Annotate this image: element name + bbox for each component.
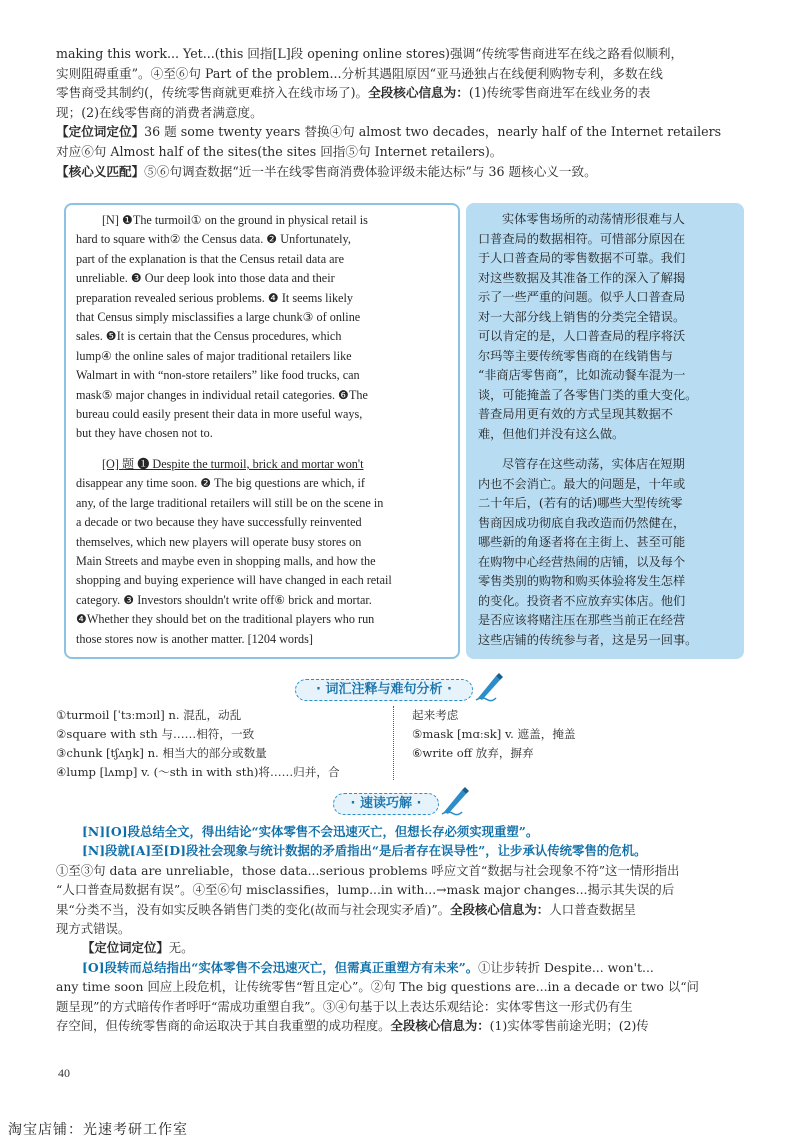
zh-line: 难，但他们并没有这么做。: [478, 426, 625, 441]
locate-label: 【定位词定位】: [82, 940, 169, 956]
zh-line: 对这些数据及其准备工作的深入了解揭: [478, 270, 686, 285]
zh-line: 普查局用更有效的方式呈现其数据不: [478, 407, 673, 421]
pen-icon: [440, 784, 470, 816]
en-line: a decade or two because they have successfully reinvented: [76, 515, 362, 530]
top-line-2: 实则阻碍重重”。④至⑥句 Part of the problem...分析其遇阻原因“亚马逊独占在线便利购物专利，多数在线: [56, 65, 663, 81]
zh-line: 口普查局的数据相符。可惜部分原因在: [478, 231, 686, 246]
speed-o-heading-line: [O]段转而总结指出“实体零售不会迅速灭亡，但需真正重塑方有未来”。①让步转折 Despite... won't...: [82, 959, 654, 975]
translation-paragraph-n: [478, 210, 732, 444]
en-line: part of the explanation is that the Census retail data are: [76, 251, 345, 266]
speed-line: ①至③句 data are unreliable，those data...serious problems 呼应文首“数据与社会现象不符”这一情形指出: [56, 862, 680, 878]
zh-line: 示了一些严重的问题。似乎人口普查局: [478, 290, 686, 304]
en-line: themselves, which new players will operate busy stores on: [76, 534, 362, 549]
speed-line: any time soon 回应上段危机，让传统零售“暂且定心”。②句 The big questions are...in a decade or two 以“问: [56, 979, 699, 995]
translation-paragraph-o: [478, 455, 732, 650]
vocab-right-column: [412, 706, 742, 763]
speed-reading-banner: [333, 793, 439, 815]
vocab-item: ⑥write off 放弃，摒弃: [412, 746, 534, 760]
en-line: that Census simply misclassifies a large chunk③ of online: [76, 310, 361, 325]
pen-icon: [474, 670, 504, 702]
match-label: 【核心义匹配】: [56, 163, 145, 179]
passage-paragraph-o: [76, 455, 450, 649]
top-line-4: 现；(2)在线零售商的消费者满意度。: [56, 104, 263, 120]
core-info-label: 全段核心信息为：: [450, 901, 550, 917]
en-line: lump④ the online sales of major traditional retailers like: [76, 348, 352, 363]
zh-line: 这些店铺的传统参与者，这是另一回事。: [478, 632, 698, 647]
zh-line: 可以肯定的是，人口普查局的程序将沃: [478, 329, 686, 343]
zh-line: 售商因成功彻底自我改造而仍然健在，: [478, 515, 686, 530]
zh-line: 对一大部分线上销售的分类完全错误。: [478, 309, 686, 324]
zh-line: 实体零售场所的动荡情形很难与人: [502, 212, 685, 226]
zh-line: 二十年后，(若有的话)哪些大型传统零: [478, 496, 683, 510]
en-line: [O] 题 ❶ Despite the turmoil, brick and mortar won't: [102, 457, 364, 471]
speed-line: 现方式错误。: [56, 921, 131, 937]
english-passage-box: [64, 203, 460, 659]
speed-locate-line: 【定位词定位】无。: [82, 940, 194, 956]
core-info-label: 全段核心信息为：: [390, 1018, 490, 1034]
speed-n-heading: [N]段就[A]至[D]段社会现象与统计数据的矛盾指出“是后者存在误导性”，让步承认传统零售的危机。: [82, 843, 647, 859]
passage-paragraph-n: [76, 211, 450, 444]
en-line: shopping and buying experience will have changed in each retail: [76, 573, 392, 588]
top-line-1: making this work... Yet...(this 回指[L]段 opening online stores)强调“传统零售商进军在线之路看似顺利，: [56, 46, 684, 61]
speed-line: 果“分类不当，没有如实反映各销售门类的变化(故而与社会现实矛盾)”。全段核心信息为：人口普查数据呈: [56, 901, 636, 917]
vocab-item: 起来考虑: [412, 708, 459, 722]
en-line: but they have chosen not to.: [76, 426, 213, 441]
chinese-translation-box: [466, 203, 744, 659]
locate-line-2: 对应⑥句 Almost half of the sites(the sites 回指⑤句 Internet retailers)。: [56, 143, 503, 159]
speed-banner-title: · 速读巧解 ·: [350, 796, 422, 811]
zh-line: 内也不会消亡。最大的问题是，十年或: [478, 476, 686, 491]
en-line: disappear any time soon. ❷ The big questions are which, if: [76, 476, 365, 491]
vocab-section-banner: [295, 679, 473, 701]
en-line: [N] ❶The turmoil① on the ground in physical retail is: [102, 213, 368, 227]
en-line: category. ❸ Investors shouldn't write off⑥ brick and mortar.: [76, 592, 372, 607]
shop-footer: 淘宝店铺：光速考研工作室: [8, 1122, 188, 1138]
vocab-banner-title: · 词汇注释与难句分析 ·: [316, 682, 452, 697]
core-info-label: 全段核心信息为：: [368, 85, 469, 101]
speed-o-heading: [O]段转而总结指出“实体零售不会迅速灭亡，但需真正重塑方有未来”。: [82, 959, 479, 975]
top-line-3: 零售商受其制约(，传统零售商就更难挤入在线市场了)。全段核心信息为：(1)传统零售商进军在线业务的表: [56, 85, 651, 101]
zh-line: 尽管存在这些动荡，实体店在短期: [502, 457, 685, 471]
en-line: any, of the large traditional retailers will still be on the scene in: [76, 495, 384, 510]
zh-line: 是否应该将赌注压在那些当前正在经营: [478, 613, 686, 627]
zh-line: 的变化。投资者不应放弃实体店。他们: [478, 593, 686, 608]
en-line: bureau could easily present their data in more useful ways,: [76, 407, 363, 422]
speed-line: 题呈现”的方式暗传作者呼吁“需成功重塑自我”。③④句基于以上表达乐观结论：实体零售这一形式仍有生: [56, 998, 633, 1014]
en-line: sales. ❺It is certain that the Census procedures, which: [76, 329, 342, 344]
en-line: Main Streets and maybe even in shopping malls, and how the: [76, 554, 376, 569]
speed-reading-block: [56, 822, 746, 1035]
top-analysis-block: [56, 44, 746, 181]
en-line: hard to square with② the Census data. ❷ Unfortunately,: [76, 232, 351, 247]
zh-line: 尔玛等主要传统零售商的在线销售与: [478, 348, 673, 363]
vocab-item: ③chunk [tʃʌŋk] n. 相当大的部分或数量: [56, 746, 267, 760]
column-divider: [393, 706, 397, 780]
locate-label: 【定位词定位】: [56, 124, 145, 140]
en-line: mask⑤ major changes in individual retail categories. ❻The: [76, 387, 368, 402]
zh-line: 在购物中心经营热闹的店铺，以及每个: [478, 554, 686, 569]
vocab-item: ①turmoil [ˈtɜːmɔɪl] n. 混乱，动乱: [56, 708, 242, 722]
zh-line: 于人口普查局的零售数据不可靠。我们: [478, 251, 686, 265]
vocab-item: ②square with sth 与……相符，一致: [56, 727, 255, 741]
zh-line: “非商店零售商”，比如流动餐车混为一: [478, 368, 686, 382]
en-line: preparation revealed serious problems. ❹ It seems likely: [76, 290, 353, 305]
en-line: those stores now is another matter. [1204 words]: [76, 631, 313, 646]
zh-line: 哪些新的角逐者将在主街上、甚至可能: [478, 535, 686, 549]
vocab-left-column: [56, 706, 386, 782]
en-line: unreliable. ❸ Our deep look into those data and their: [76, 271, 335, 286]
en-line: ❹Whether they should bet on the traditional players who run: [76, 612, 375, 627]
speed-summary-line: [N][O]段总结全文，得出结论“实体零售不会迅速灭亡，但想长存必须实现重塑”。: [82, 824, 539, 839]
match-line: 【核心义匹配】⑤⑥句调查数据“近一半在线零售商消费体验评级未能达标”与 36 题核心义一致。: [56, 163, 597, 179]
speed-line: 存空间，但传统零售商的命运取决于其自我重塑的成功程度。全段核心信息为：(1)实体零售前途光明；(2)传: [56, 1018, 649, 1034]
en-line: Walmart in with “non-store retailers” like food trucks, can: [76, 368, 360, 383]
vocab-item: ⑤mask [mɑːsk] v. 遮盖，掩盖: [412, 727, 576, 741]
speed-line: “人口普查局数据有误”。④至⑥句 misclassifies，lump...in with...→mask major changes...揭示其失误的后: [56, 882, 675, 898]
zh-line: 零售类别的购物和购买体验将发生怎样: [478, 574, 686, 588]
vocab-item: ④lump [lʌmp] v. (～sth in with sth)将……归并，合: [56, 765, 340, 779]
page-number: 40: [58, 1066, 70, 1080]
locate-line-1: 【定位词定位】36 题 some twenty years 替换④句 almost two decades，nearly half of the Internet retailers: [56, 124, 722, 140]
zh-line: 谈，可能掩盖了各零售门类的重大变化。: [478, 387, 698, 402]
